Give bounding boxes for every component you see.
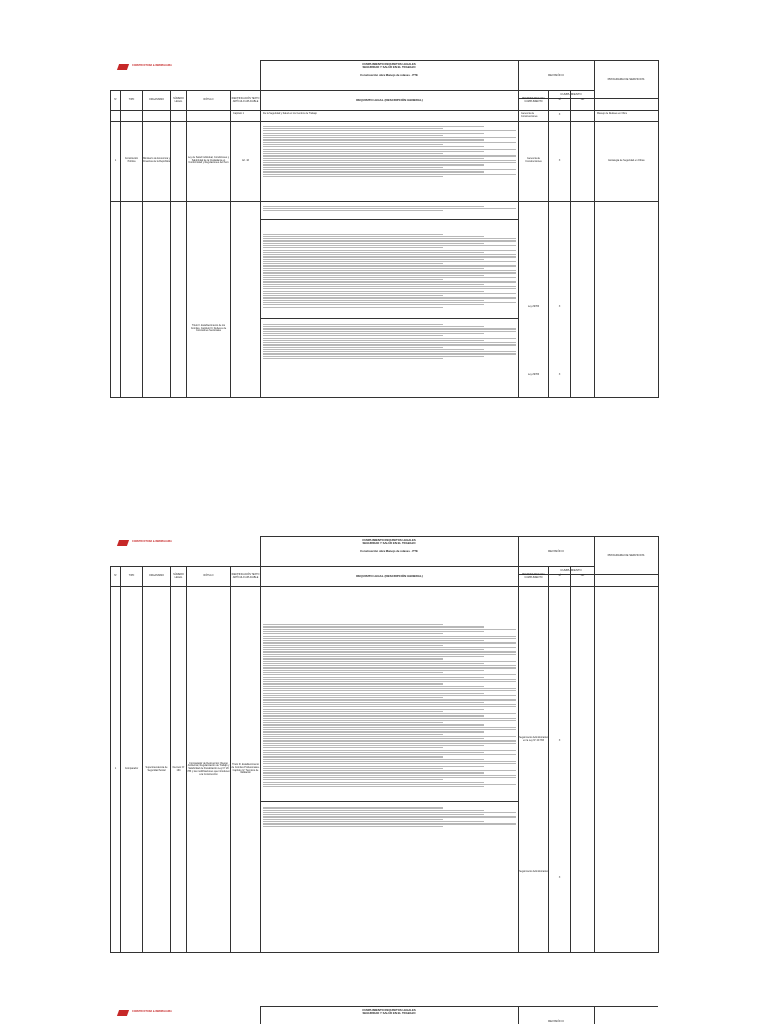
- col-n: Nº: [111, 91, 121, 111]
- header-title-line2: SEGURIDAD Y SALUD EN EL TRABAJO: [362, 541, 416, 545]
- row-responsible: [519, 587, 549, 953]
- header-title-cell: [260, 537, 518, 567]
- table-row: [111, 201, 659, 397]
- row-requirement-text: [261, 201, 519, 397]
- col-responsable: RESPONSABLE DEL CUMPLIMIENTO: [519, 567, 549, 587]
- table-row: [111, 111, 659, 122]
- col-requisito: REQUISITO LEGAL (DESCRIPCIÓN GENERAL): [261, 567, 519, 587]
- table-row: [111, 587, 659, 953]
- row-title: Comparador de Destruccion: Riesgo Ambiental, Regularización de Trabajo y Salubridad de Fiscalización Ley Nº 29 783 y las modificaciones que introducen a la Construcción: [187, 587, 231, 953]
- row-si-mark-b: X: [558, 875, 561, 879]
- row-title: Ley de Salud Individual, Condiciones y Salubridad de la Ciudadanía en Conformidad y Regulaciones del Perú: [187, 121, 231, 201]
- row-si-mark: X: [549, 111, 571, 122]
- col-organismo: ORGANISMO: [143, 567, 171, 587]
- col-tipo: TIPO: [121, 91, 143, 111]
- logo-text: CONSTRUCTORA & INMOBILIARIA: [132, 64, 172, 67]
- col-tipo: TIPO: [121, 567, 143, 587]
- cumplimiento-label: CUMPLIMIENTO: [548, 91, 594, 99]
- requirements-table-page-2: [110, 566, 659, 953]
- col-titulo: RÓTULO: [187, 567, 231, 587]
- row-type: Comparador: [121, 587, 143, 953]
- row-responsible-a: Seguimiento Administrativo en la Ley Nº 29 783: [519, 736, 548, 742]
- header-title-line2: SEGURIDAD Y SALUD EN EL TRABAJO: [362, 65, 416, 69]
- table-row: [111, 121, 659, 201]
- header-subtitle: Construcción obra Manejo de relaves - PTE: [360, 549, 418, 553]
- col-organismo: ORGANISMO: [143, 91, 171, 111]
- row-article: Capítulo 1: [231, 111, 261, 122]
- col-si: SÍ: [549, 567, 571, 587]
- row-organism: Ministerio de Economía y Finanzas de la República: [143, 121, 171, 201]
- cumplimiento-label: CUMPLIMIENTO: [548, 567, 594, 575]
- row-title: Título II. Establecimiento de los Comités. Capítulo III. Deberes de Comisiones Sectoriales: [187, 201, 231, 397]
- row-organism: Superintendencia de Seguridad Social: [143, 587, 171, 953]
- row-article-a: Ley 29783: [527, 304, 540, 308]
- document-page-3: [110, 1006, 658, 1024]
- header-table: [110, 1006, 658, 1024]
- row-requirement-text: [261, 587, 519, 953]
- revision-label: REVISIÓN 0: [518, 61, 594, 91]
- row-si-mark: [549, 201, 571, 397]
- row-requirement-text: [261, 121, 519, 201]
- requirements-table-page-1: [110, 90, 659, 398]
- row-type: Constitución Política: [121, 121, 143, 201]
- col-identificacion: IDENTIFICACIÓN TEXTO ARTÍCULO APLICABLE: [231, 567, 261, 587]
- col-si: SÍ: [549, 91, 571, 111]
- row-responsible: Gerencia de Construcciones: [519, 111, 549, 122]
- header-subtitle: Construcción obra Manejo de relaves - PTE: [360, 73, 418, 77]
- header-title-line1: CUMPLIMIENTO REQUISITOS LEGALES: [362, 538, 416, 542]
- row-si-mark: [549, 587, 571, 953]
- row-article-b: Ley 29783: [527, 373, 540, 377]
- row-si-mark-a: X: [558, 304, 561, 308]
- col-numero: NÚMERO LEGAL: [171, 91, 187, 111]
- header-title-line1: CUMPLIMIENTO REQUISITOS LEGALES: [362, 1008, 416, 1012]
- header-title-line1: CUMPLIMIENTO REQUISITOS LEGALES: [362, 62, 416, 66]
- col-no: NO: [571, 91, 595, 111]
- header-title-line2: SEGURIDAD Y SALUD EN EL TRABAJO: [362, 1011, 416, 1015]
- row-responsible: [519, 201, 549, 397]
- logo-text: CONSTRUCTORA & INMOBILIARIA: [132, 1010, 172, 1013]
- header-title-cell: [260, 1007, 518, 1024]
- revision-label: REVISIÓN 0: [518, 1007, 594, 1024]
- row-si-mark-a: X: [558, 739, 561, 742]
- revision-label: REVISIÓN 0: [518, 537, 594, 567]
- programa-label: PROGRAMA DE SERVICIOS: [594, 537, 658, 575]
- row-article: Título III. Establecimiento de Comités Profesionales. Capítulo IV. Técnicos de Validación: [231, 587, 261, 953]
- row-responsible: Gerencia de Construcciones: [519, 121, 549, 201]
- row-responsible-b: Seguimiento Administrativo: [519, 869, 548, 873]
- row-si-mark: X: [549, 121, 571, 201]
- row-si-mark-b: X: [558, 373, 561, 377]
- header-title-cell: [260, 61, 518, 91]
- programa-label: PROGRAMA DE SERVICIOS: [594, 61, 658, 99]
- col-numero: NÚMERO LEGAL: [171, 567, 187, 587]
- row-observation: Estrategia de Seguridad en Obras: [595, 121, 659, 201]
- col-requisito: REQUISITO LEGAL (DESCRIPCIÓN GENERAL): [261, 91, 519, 111]
- col-no: NO: [571, 567, 595, 587]
- col-identificacion: IDENTIFICACIÓN TEXTO ARTÍCULO APLICABLE: [231, 91, 261, 111]
- row-article: Art. 16: [231, 121, 261, 201]
- col-titulo: RÓTULO: [187, 91, 231, 111]
- col-n: Nº: [111, 567, 121, 587]
- col-responsable: RESPONSABLE DEL CUMPLIMIENTO: [519, 91, 549, 111]
- row-law-number: Decreto Nº 194: [171, 587, 187, 953]
- logo-text: CONSTRUCTORA & INMOBILIARIA: [132, 540, 172, 543]
- row-observation: Manejo de Relaves en Obra: [595, 111, 659, 122]
- row-number: 1: [111, 121, 121, 201]
- row-requirement: De la Seguridad y Salud en los Centros de Trabajo: [261, 111, 519, 122]
- document-page-1: [110, 60, 658, 432]
- row-number: 1: [111, 587, 121, 953]
- document-page-2: [110, 536, 658, 956]
